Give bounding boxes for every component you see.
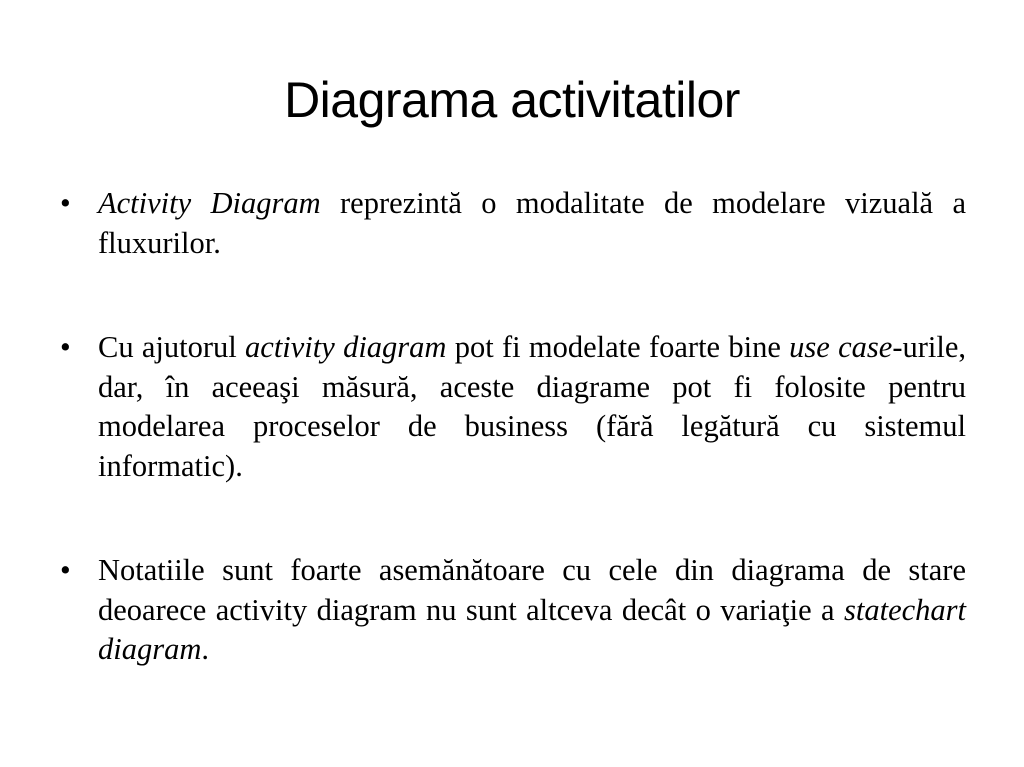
bullet-icon: • (60, 186, 71, 220)
text-italic: use case (789, 330, 893, 364)
text: reprezintă o modalitate de modelare vizuală a fluxurilor. (98, 186, 966, 260)
bullet-icon: • (60, 330, 71, 364)
text: . (201, 632, 209, 666)
bullet-item (60, 328, 966, 486)
slide-title: Diagrama activitatilor (284, 72, 740, 128)
bullet-item (60, 551, 966, 670)
text-italic: statechart diagram (98, 592, 966, 666)
text: Notatiile sunt foarte asemănătoare cu cele din diagrama de stare deoarece activity diagram nu sunt altceva decât o variaţie a (98, 553, 966, 627)
slide-body (60, 184, 966, 735)
text: pot fi modelate foarte bine (446, 330, 790, 364)
text: -urile, dar, în aceeaşi măsură, aceste diagrame pot fi folosite pentru modelarea proceselor de business (fără legătură cu sistemul informatic). (98, 330, 966, 483)
bullet-icon: • (60, 553, 71, 587)
text-italic: Activity Diagram (98, 186, 321, 220)
bullet-item (60, 184, 966, 263)
text-italic: activity diagram (245, 330, 447, 364)
text: Cu ajutorul (98, 330, 246, 364)
